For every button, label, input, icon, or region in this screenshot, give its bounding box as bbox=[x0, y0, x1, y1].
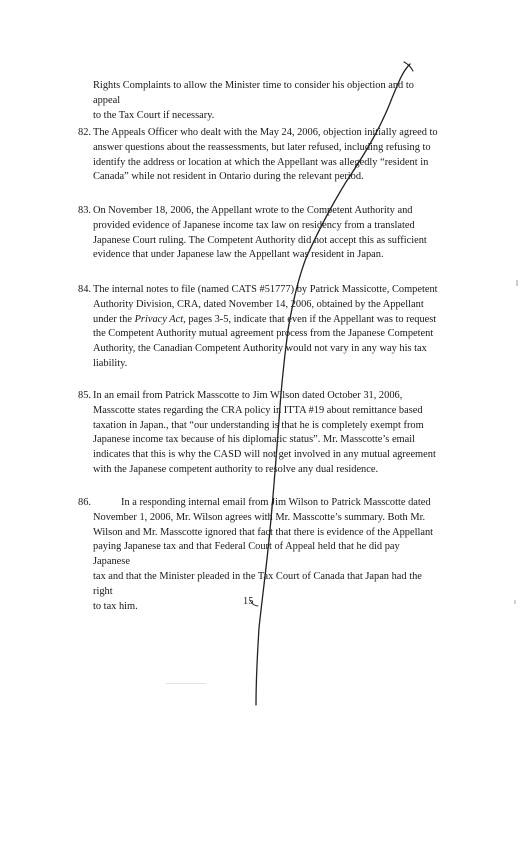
line: evidence that under Japanese law the Appellant was resident in Japan. bbox=[93, 249, 384, 261]
scan-speck bbox=[516, 280, 518, 286]
line: In an email from Patrick Masscotte to Jim Wilson dated October 31, 2006, bbox=[93, 390, 403, 401]
line: Japanese Court ruling. The Competent Authority did not accept this as sufficient bbox=[93, 234, 427, 246]
paragraph-number: 82. bbox=[78, 127, 91, 138]
line: pages 3-5, indicate that even if the Appellant was to request bbox=[185, 313, 437, 325]
line: taxation in Japan., that “our understanding is that he is completely exempt from bbox=[93, 419, 424, 431]
line: The Appeals Officer who dealt with the May 24, 2006, objection initially agreed to bbox=[93, 127, 438, 138]
line: with the Japanese competent authority to resolve any dual residence. bbox=[93, 463, 379, 475]
line: In a responding internal email from Jim Wilson to Patrick Masscotte dated bbox=[121, 497, 431, 508]
line: Authority, the Canadian Competent Authority would not vary in any way his tax bbox=[93, 343, 427, 355]
line: Masscotte states regarding the CRA policy in ITTA #19 about remittance based bbox=[93, 404, 423, 416]
line: Japanese income tax because of his diplomatic status”. Mr. Masscotte’s email bbox=[93, 434, 416, 446]
line: provided evidence of Japanese income tax law on residency from a translated bbox=[93, 219, 415, 231]
line: under the bbox=[93, 313, 132, 325]
line: paying Japanese tax and that Federal Court of Appeal held that he did pay Japanese bbox=[93, 541, 400, 568]
line: tax and that the Minister pleaded in the Tax Court of Canada that Japan had the right bbox=[93, 570, 422, 597]
line: to the Tax Court if necessary. bbox=[93, 109, 215, 121]
line: Canada” while not resident in Ontario during the relevant period. bbox=[93, 171, 364, 183]
line: The internal notes to file (named CATS #51777) by Patrick Massicotte, Competent bbox=[93, 284, 438, 295]
italic-act-name: Privacy Act, bbox=[134, 313, 186, 325]
line: the Competent Authority mutual agreement process from the Japanese Competent bbox=[93, 328, 434, 340]
line: On November 18, 2006, the Appellant wrote to the Competent Authority and bbox=[93, 205, 413, 216]
line: Wilson and Mr. Masscotte ignored that fact that there is evidence of the Appellant bbox=[93, 526, 434, 538]
line: indicates that this is why the CASD will not get involved in any mutual agreement bbox=[93, 449, 436, 461]
line: identify the address or location at which the Appellant was allegedly “resident in bbox=[93, 156, 429, 168]
line: Rights Complaints to allow the Minister time to consider his objection and to appeal bbox=[93, 80, 414, 106]
page-number: 15 bbox=[243, 596, 254, 607]
line: November 1, 2006, Mr. Wilson agrees with Mr. Masscotte’s summary. Both Mr. bbox=[93, 511, 426, 523]
paragraph-number: 86. bbox=[78, 497, 91, 508]
paragraph-number: 84. bbox=[78, 284, 91, 295]
scan-speck bbox=[166, 683, 206, 684]
line: liability. bbox=[93, 357, 128, 369]
scan-speck bbox=[514, 600, 516, 604]
paragraph-number: 85. bbox=[78, 390, 91, 401]
line: Authority Division, CRA, dated November 14, 2006, obtained by the Appellant bbox=[93, 298, 424, 310]
line: to tax him. bbox=[93, 600, 138, 612]
line: answer questions about the reassessments, but later refused, including refusing to bbox=[93, 141, 431, 153]
paragraph-number: 83. bbox=[78, 205, 91, 216]
